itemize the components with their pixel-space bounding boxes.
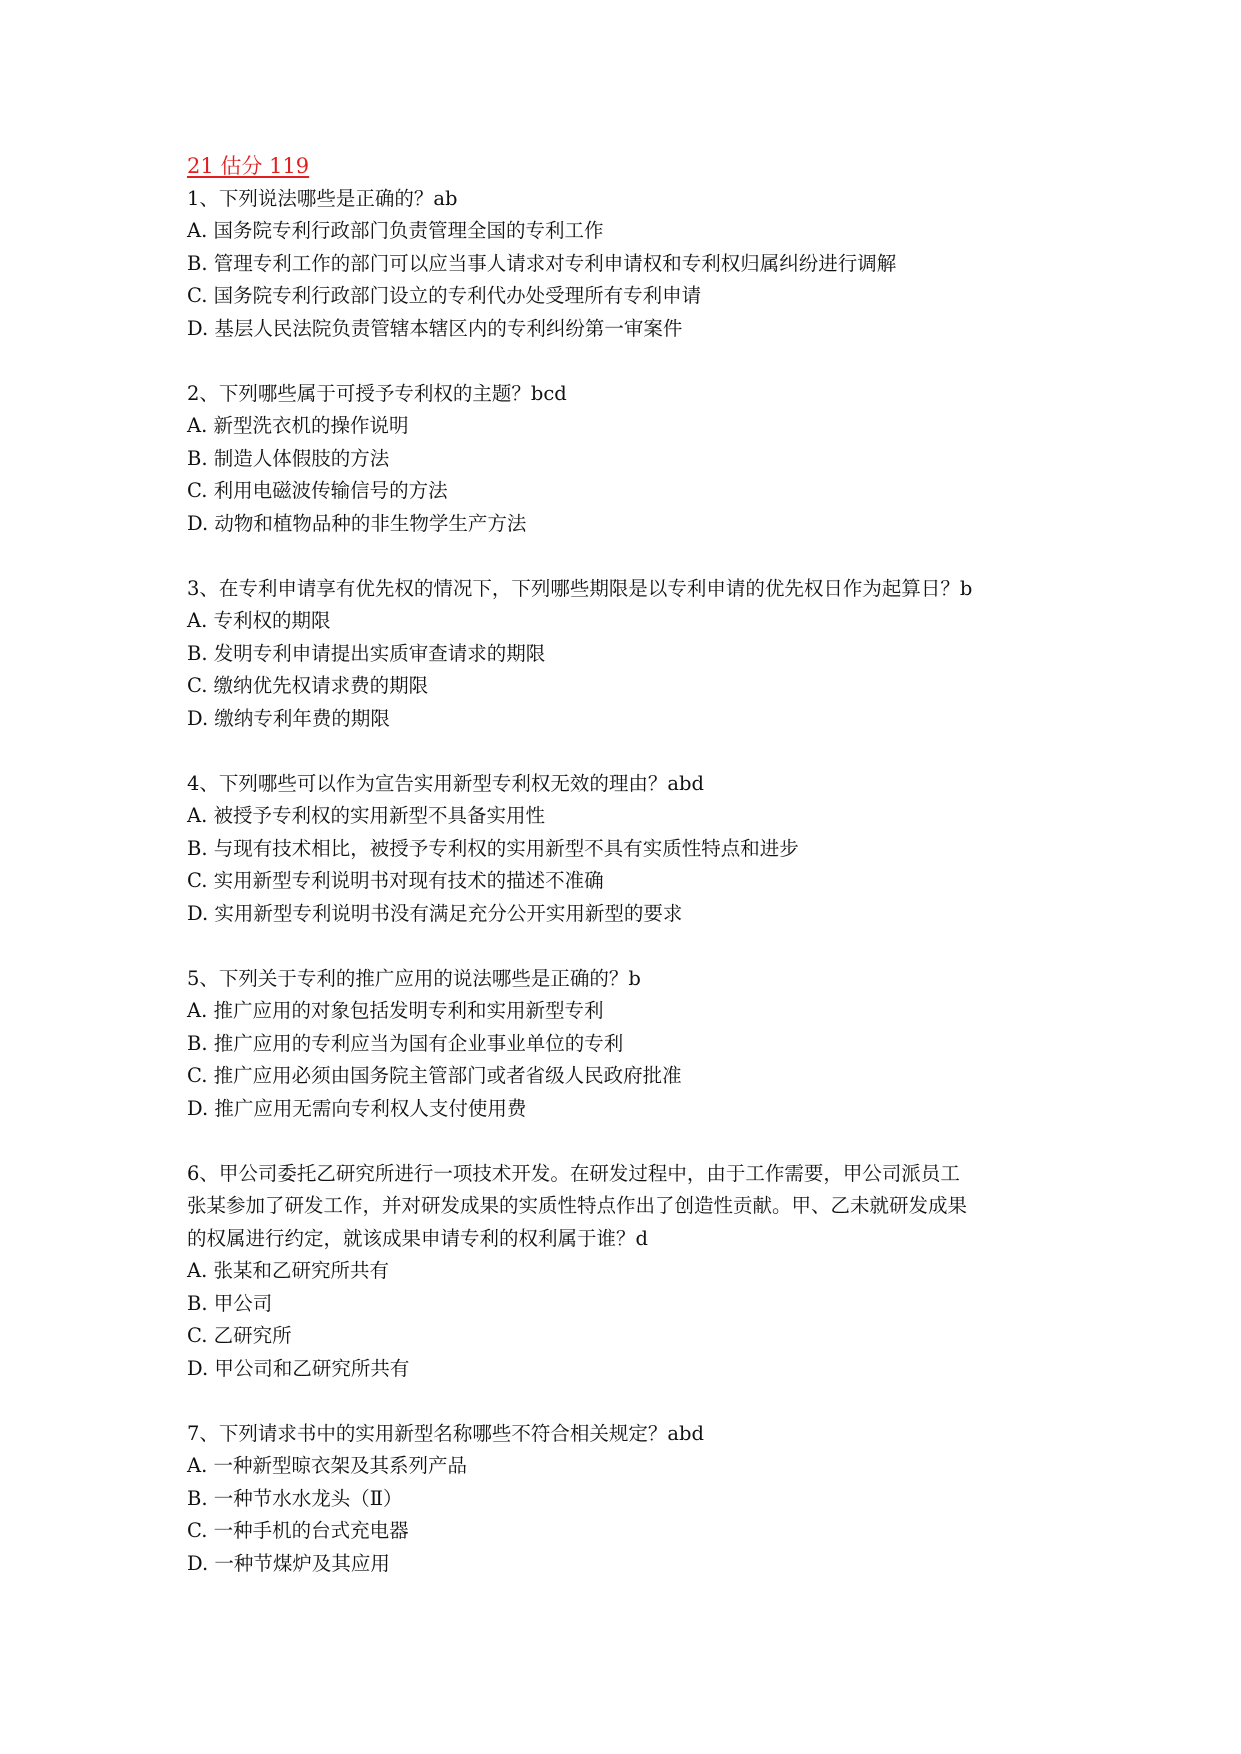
option-d: D. 实用新型专利说明书没有满足充分公开实用新型的要求: [187, 901, 683, 925]
option-b: B. 甲公司: [187, 1291, 273, 1315]
document-page: [187, 150, 1067, 1613]
question-3: [187, 573, 1067, 736]
question-4: [187, 768, 1067, 931]
option-c: C. 实用新型专利说明书对现有技术的描述不准确: [187, 869, 604, 892]
option-a: A. 新型洗衣机的操作说明: [187, 414, 409, 437]
option-a: A. 国务院专利行政部门负责管理全国的专利工作: [187, 219, 604, 242]
question-6: [187, 1158, 1067, 1386]
option-d: D. 推广应用无需向专利权人支付使用费: [187, 1096, 527, 1120]
option-b: B. 管理专利工作的部门可以应当事人请求对专利申请权和专利权归属纠纷进行调解: [187, 251, 897, 275]
option-a: A. 张某和乙研究所共有: [187, 1259, 389, 1282]
question-text: 7、下列请求书中的实用新型名称哪些不符合相关规定？abd: [187, 1421, 704, 1445]
option-d: D. 缴纳专利年费的期限: [187, 706, 390, 730]
option-a: A. 推广应用的对象包括发明专利和实用新型专利: [187, 999, 604, 1022]
question-text: 5、下列关于专利的推广应用的说法哪些是正确的？b: [187, 966, 641, 990]
option-b: B. 推广应用的专利应当为国有企业事业单位的专利: [187, 1031, 624, 1055]
option-c: C. 利用电磁波传输信号的方法: [187, 479, 448, 502]
option-b: B. 与现有技术相比，被授予专利权的实用新型不具有实质性特点和进步: [187, 836, 799, 860]
option-a: A. 专利权的期限: [187, 609, 331, 632]
question-text: 3、在专利申请享有优先权的情况下，下列哪些期限是以专利申请的优先权日作为起算日？b: [187, 576, 973, 600]
question-text-line-2: 张某参加了研发工作，并对研发成果的实质性特点作出了创造性贡献。甲、乙未就研发成果: [187, 1194, 968, 1217]
question-text: 1、下列说法哪些是正确的？ab: [187, 186, 458, 210]
score-heading: 21 估分 119: [187, 154, 310, 178]
question-7: [187, 1418, 1067, 1581]
option-d: D. 一种节煤炉及其应用: [187, 1551, 390, 1575]
question-text: 2、下列哪些属于可授予专利权的主题？bcd: [187, 381, 567, 405]
option-b: B. 一种节水水龙头（Ⅱ）: [187, 1486, 403, 1510]
option-b: B. 制造人体假肢的方法: [187, 446, 390, 470]
question-2: [187, 378, 1067, 541]
question-text-line-3: 的权属进行约定，就该成果申请专利的权利属于谁？d: [187, 1226, 648, 1250]
option-b: B. 发明专利申请提出实质审查请求的期限: [187, 641, 546, 665]
option-d: D. 基层人民法院负责管辖本辖区内的专利纠纷第一审案件: [187, 316, 683, 340]
question-1: [187, 183, 1067, 346]
option-c: C. 乙研究所: [187, 1324, 292, 1347]
option-c: C. 一种手机的台式充电器: [187, 1519, 409, 1542]
option-d: D. 甲公司和乙研究所共有: [187, 1356, 410, 1380]
question-text: 4、下列哪些可以作为宣告实用新型专利权无效的理由？abd: [187, 771, 704, 795]
option-c: C. 推广应用必须由国务院主管部门或者省级人民政府批准: [187, 1064, 682, 1087]
question-5: [187, 963, 1067, 1126]
option-c: C. 国务院专利行政部门设立的专利代办处受理所有专利申请: [187, 284, 702, 307]
option-c: C. 缴纳优先权请求费的期限: [187, 674, 429, 697]
option-a: A. 一种新型晾衣架及其系列产品: [187, 1454, 467, 1477]
option-a: A. 被授予专利权的实用新型不具备实用性: [187, 804, 545, 827]
option-d: D. 动物和植物品种的非生物学生产方法: [187, 511, 527, 535]
question-text-line-1: 6、甲公司委托乙研究所进行一项技术开发。在研发过程中，由于工作需要，甲公司派员工: [187, 1161, 960, 1185]
